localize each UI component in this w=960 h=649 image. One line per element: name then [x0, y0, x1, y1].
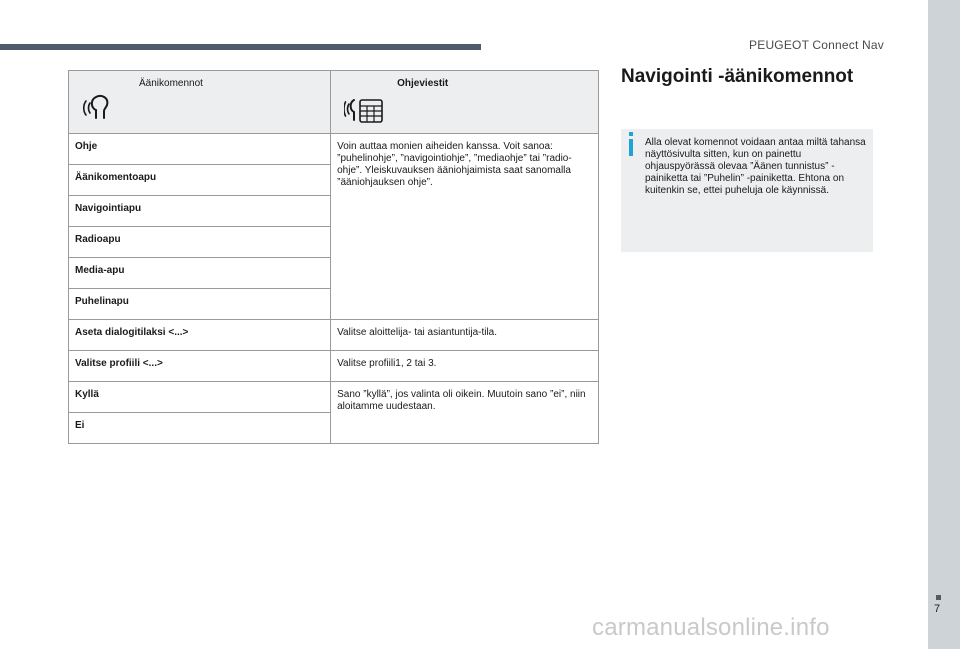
- column-label-messages: Ohjeviestit: [397, 78, 449, 89]
- select-profile-message: Valitse profiili1, 2 tai 3.: [331, 351, 599, 382]
- watermark: carmanualsonline.info: [592, 614, 830, 641]
- table-row: [69, 382, 599, 413]
- dialog-mode-message: Valitse aloittelija- tai asiantuntija-tila.: [331, 320, 599, 351]
- voice-command-icon: [82, 94, 114, 122]
- column-label-commands: Äänikomennot: [139, 78, 203, 89]
- page-number: 7: [933, 603, 941, 615]
- table-row: [69, 351, 599, 382]
- header-title: PEUGEOT Connect Nav: [749, 38, 884, 52]
- command-help: Ohje: [69, 134, 331, 165]
- table-header-commands: [69, 71, 331, 134]
- info-text: Alla olevat komennot voidaan antaa miltä tahansa näyttösivulta sitten, kun on painettu ohjauspyörässä olevaa ”Äänen tunnistus” -painiketta tai ”Puhelin” -painiketta. Ehtona on kuitenkin se, ettei puheluja ole käynnissä.: [645, 137, 866, 196]
- command-no: Ei: [69, 413, 331, 444]
- table-header-row: [69, 71, 599, 134]
- command-navigation-help: Navigointiapu: [69, 196, 331, 227]
- info-icon-bar: [629, 139, 633, 156]
- info-icon-dot: [629, 132, 633, 136]
- voice-commands-table-wrapper: [68, 70, 599, 444]
- section-title: Navigointi -äänikomennot: [621, 66, 854, 87]
- header-bar: [0, 44, 481, 50]
- command-radio-help: Radioapu: [69, 227, 331, 258]
- side-strip: [928, 0, 960, 649]
- table-row: [69, 320, 599, 351]
- command-dialog-mode: Aseta dialogitilaksi <...>: [69, 320, 331, 351]
- help-message-icon: [344, 94, 386, 126]
- table-header-messages: [331, 71, 599, 134]
- yes-no-message: Sano ”kyllä”, jos valinta oli oikein. Muutoin sano ”ei”, niin aloitamme uudestaan.: [331, 382, 599, 444]
- info-box: [621, 129, 873, 252]
- command-media-help: Media-apu: [69, 258, 331, 289]
- help-message: Voin auttaa monien aiheiden kanssa. Voit sanoa: ”puhelinohje”, ”navigointiohje”, ”mediaohje” tai ”radio-ohje”. Yleiskuvauksen ääniohjaimista saat sanomalla ”ääniohjauksen ohje”.: [331, 134, 599, 320]
- command-voice-help: Äänikomentoapu: [69, 165, 331, 196]
- voice-commands-table: [68, 70, 599, 444]
- command-yes: Kyllä: [69, 382, 331, 413]
- command-phone-help: Puhelinapu: [69, 289, 331, 320]
- page-end-marker: [936, 595, 941, 600]
- command-select-profile: Valitse profiili <...>: [69, 351, 331, 382]
- table-row: [69, 134, 599, 165]
